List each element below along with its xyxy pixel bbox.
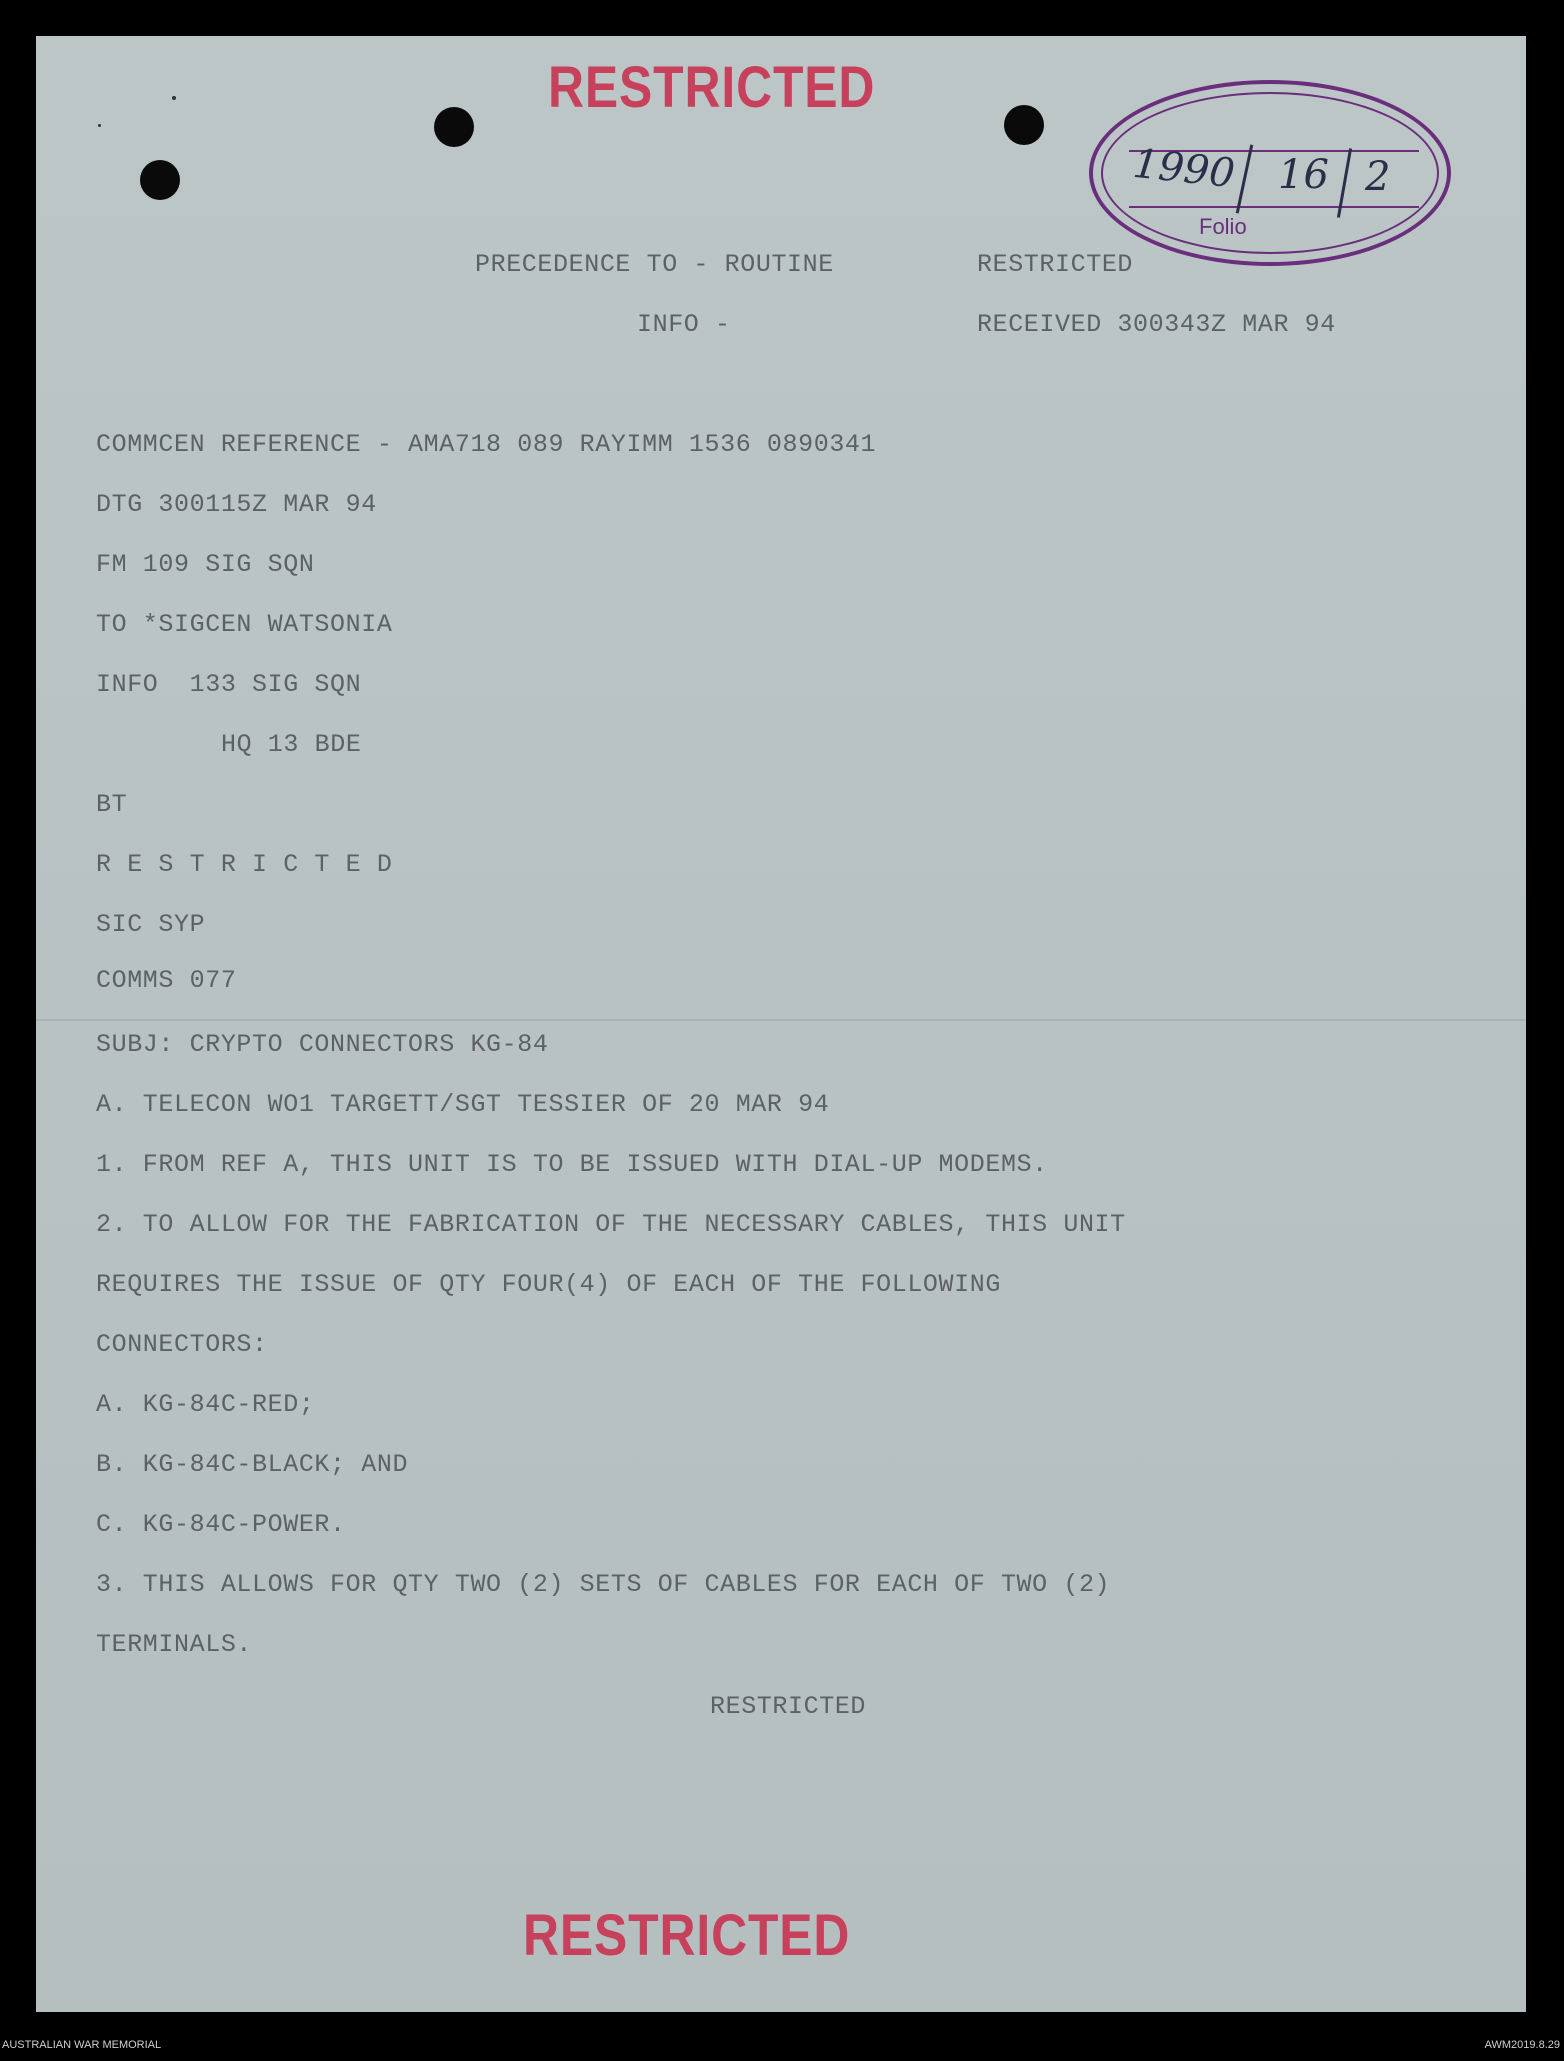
punch-hole: [1004, 105, 1044, 145]
footer-classification: RESTRICTED: [710, 1692, 867, 1721]
classification-spaced: R E S T R I C T E D: [96, 850, 393, 879]
item-b: B. KG-84C-BLACK; AND: [96, 1450, 409, 1479]
sic-line: SIC SYP: [96, 910, 206, 939]
subject-line: SUBJ: CRYPTO CONNECTORS KG-84: [96, 1030, 549, 1059]
item-a: A. KG-84C-RED;: [96, 1390, 315, 1419]
dtg-line: DTG 300115Z MAR 94: [96, 490, 377, 519]
folio-stamp: [1089, 80, 1451, 266]
archive-credit: AUSTRALIAN WAR MEMORIAL: [2, 2039, 162, 2051]
paper-speck: [98, 124, 101, 127]
paragraph-1: 1. FROM REF A, THIS UNIT IS TO BE ISSUED WITH DIAL-UP MODEMS.: [96, 1150, 1048, 1179]
paper-speck: [172, 96, 176, 100]
punch-hole: [140, 160, 180, 200]
archive-accession-number: AWM2019.8.29: [1484, 2039, 1560, 2051]
paragraph-2-line-2: REQUIRES THE ISSUE OF QTY FOUR(4) OF EACH OF THE FOLLOWING: [96, 1270, 1001, 1299]
document-page: [36, 36, 1526, 2012]
info-line: INFO -: [637, 310, 731, 339]
header-classification: RESTRICTED: [977, 250, 1134, 279]
paragraph-3-line-2: TERMINALS.: [96, 1630, 253, 1659]
info-addressee-2: HQ 13 BDE: [221, 730, 362, 759]
comms-line: COMMS 077: [96, 966, 237, 995]
paragraph-2-line-3: CONNECTORS:: [96, 1330, 268, 1359]
folio-number-b: 16: [1278, 152, 1329, 198]
punch-hole: [434, 107, 474, 147]
to-line: TO *SIGCEN WATSONIA: [96, 610, 393, 639]
folio-label: Folio: [1199, 214, 1247, 239]
restricted-stamp-top: RESTRICTED: [548, 55, 876, 120]
commcen-reference: COMMCEN REFERENCE - AMA718 089 RAYIMM 1536 0890341: [96, 430, 877, 459]
from-line: FM 109 SIG SQN: [96, 550, 315, 579]
reference-a: A. TELECON WO1 TARGETT/SGT TESSIER OF 20 MAR 94: [96, 1090, 830, 1119]
precedence-line: PRECEDENCE TO - ROUTINE: [475, 250, 834, 279]
folio-number-a: 1990: [1130, 140, 1237, 198]
fold-crease: [36, 1019, 1526, 1021]
folio-number-c: 2: [1365, 154, 1391, 200]
paragraph-3-line-1: 3. THIS ALLOWS FOR QTY TWO (2) SETS OF CABLES FOR EACH OF TWO (2): [96, 1570, 1111, 1599]
item-c: C. KG-84C-POWER.: [96, 1510, 346, 1539]
paragraph-2-line-1: 2. TO ALLOW FOR THE FABRICATION OF THE NECESSARY CABLES, THIS UNIT: [96, 1210, 1126, 1239]
folio-rule-bottom: [1129, 206, 1419, 208]
restricted-stamp-bottom: RESTRICTED: [523, 1903, 851, 1968]
bt-line: BT: [96, 790, 128, 819]
received-line: RECEIVED 300343Z MAR 94: [977, 310, 1336, 339]
info-addressee-1: INFO 133 SIG SQN: [96, 670, 362, 699]
